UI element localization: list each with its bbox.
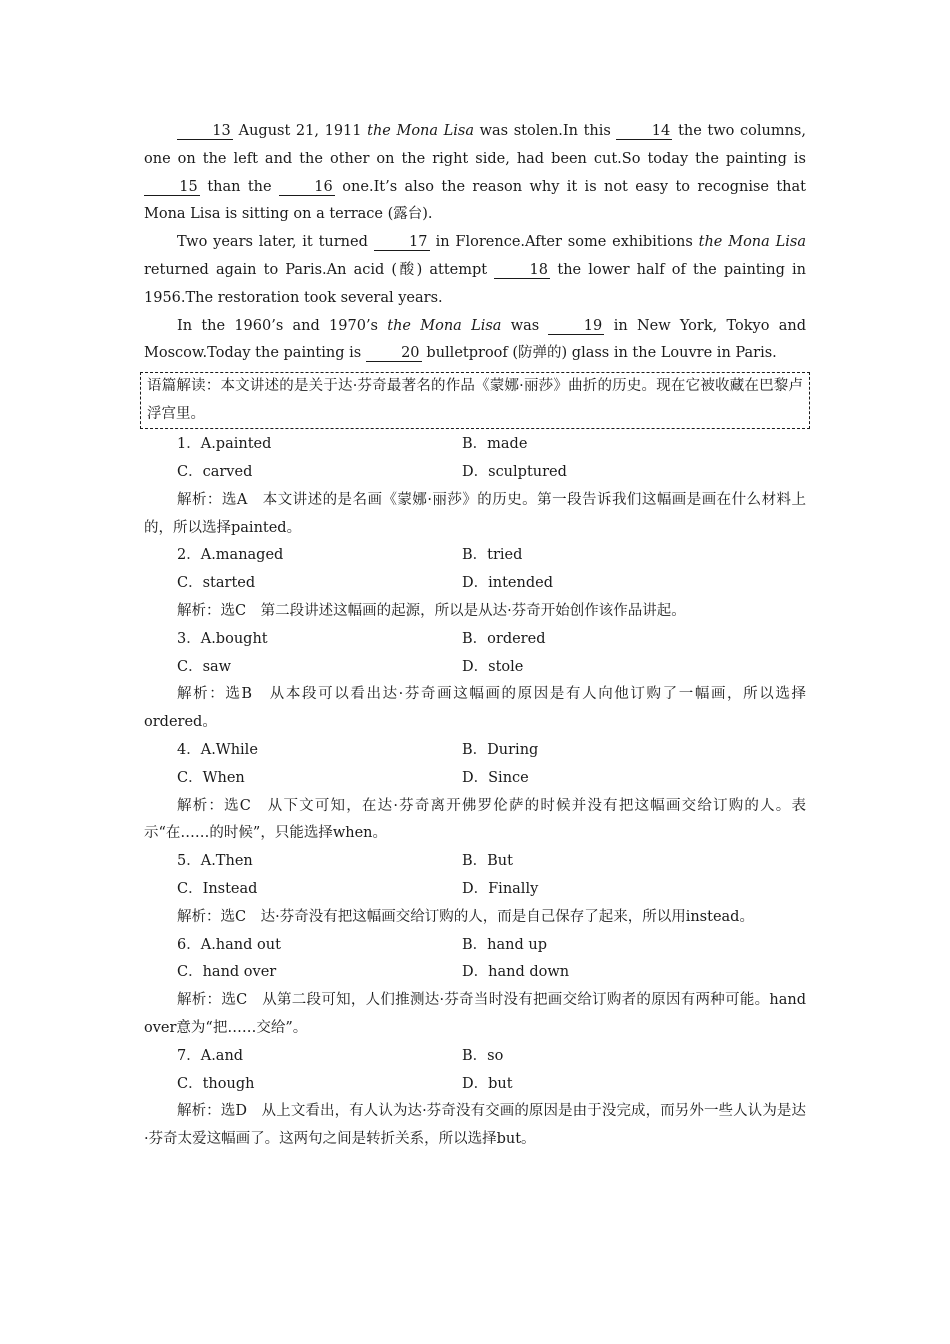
blank-19[interactable]: 19	[548, 318, 604, 335]
blank-20[interactable]: 20	[366, 345, 422, 362]
option-d[interactable]: D．stole	[462, 658, 524, 675]
option-row	[144, 876, 806, 904]
question-item	[144, 542, 806, 625]
option-row	[144, 1043, 806, 1071]
option-row	[144, 654, 806, 682]
document-page	[144, 118, 806, 1154]
option-c[interactable]: C．started	[177, 575, 256, 592]
passage-text: in Florence.After some exhibitions	[429, 234, 699, 251]
italic-title: the Mona Lisa	[698, 234, 806, 251]
question-item	[144, 848, 806, 931]
question-item	[144, 1043, 806, 1154]
option-d[interactable]: D．Finally	[462, 880, 539, 897]
option-row	[144, 1071, 806, 1099]
passage-text: was stolen.In this	[474, 123, 617, 139]
passage-paragraph-1	[144, 118, 806, 229]
passage-text: Two years later, it turned	[177, 234, 374, 251]
blank-13[interactable]: 13	[177, 123, 233, 140]
option-row	[144, 765, 806, 793]
option-row	[144, 932, 806, 960]
analysis-text: 解析：选C 从下文可知，在达·芬奇离开佛罗伦萨的时候并没有把这幅画交给订购的人。表示“在……的时候”，只能选择when。	[144, 797, 806, 842]
option-d[interactable]: D．but	[462, 1075, 513, 1092]
option-row	[144, 431, 806, 459]
analysis-text: 解析：选C 第二段讲述这幅画的起源，所以是从达·芬奇开始创作该作品讲起。	[177, 602, 686, 619]
analysis-text: 解析：选A 本文讲述的是名画《蒙娜·丽莎》的历史。第一段告诉我们这幅画是画在什么材料上的，所以选择painted。	[144, 491, 806, 536]
question-item	[144, 932, 806, 1043]
passage-text: in New York, Tokyo and Moscow.Today the painting is	[144, 317, 806, 362]
passage-text: In the 1960’s and 1970’s	[177, 317, 388, 334]
analysis-text: 解析：选C 从第二段可知，人们推测达·芬奇当时没有把画交给订购者的原因有两种可能。hand over意为“把……交给”。	[144, 992, 806, 1036]
italic-title: the Mona Lisa	[387, 317, 502, 334]
option-d[interactable]: D．hand down	[462, 964, 570, 981]
question-item	[144, 626, 806, 737]
passage-text: returned again to Paris.An acid (酸) attempt	[144, 261, 495, 278]
option-row	[144, 737, 806, 765]
blank-17[interactable]: 17	[374, 234, 430, 251]
option-row	[144, 542, 806, 570]
option-row	[144, 626, 806, 654]
analysis-text: 解析：选C 达·芬奇没有把这幅画交给订购的人，而是自己保存了起来，所以用instead。	[177, 908, 754, 925]
blank-16[interactable]: 16	[279, 179, 335, 196]
passage-text: the lower half of the painting in 1956.The restoration took several years.	[144, 261, 806, 306]
passage-text: the two columns, one on the left and the other on the right side, had been cut.So today the painting is	[144, 123, 806, 167]
option-b[interactable]: B．so	[462, 1047, 504, 1064]
option-d[interactable]: D．sculptured	[462, 463, 567, 480]
option-c[interactable]: C．carved	[177, 463, 253, 480]
question-list	[144, 431, 806, 1154]
passage-paragraph-3	[144, 313, 806, 369]
passage-text: was	[501, 317, 549, 334]
option-a[interactable]: 6．A.hand out	[177, 936, 281, 953]
option-b[interactable]: B．hand up	[462, 936, 547, 953]
option-row	[144, 959, 806, 987]
question-item	[144, 431, 806, 542]
passage-text: August 21, 1911	[233, 123, 368, 139]
option-b[interactable]: B．made	[462, 436, 528, 453]
blank-15[interactable]: 15	[144, 179, 200, 196]
reading-note-box	[140, 372, 810, 429]
option-b[interactable]: B．ordered	[462, 630, 546, 647]
option-a[interactable]: 7．A.and	[177, 1047, 244, 1064]
option-c[interactable]: C．hand over	[177, 964, 277, 981]
reading-note: 语篇解读：本文讲述的是关于达·芬奇最著名的作品《蒙娜·丽莎》曲折的历史。现在它被收藏在巴黎卢浮宫里。	[147, 378, 803, 422]
option-row	[144, 570, 806, 598]
blank-18[interactable]: 18	[494, 262, 550, 279]
passage-text: one.It’s also the reason why it is not easy to recognise that Mona Lisa is sitting on a terrace (露台).	[144, 178, 806, 223]
option-a[interactable]: 3．A.bought	[177, 630, 268, 647]
option-a[interactable]: 4．A.While	[177, 741, 258, 758]
option-row	[144, 848, 806, 876]
option-a[interactable]: 5．A.Then	[177, 853, 253, 870]
option-c[interactable]: C．Instead	[177, 880, 258, 897]
passage-text: bulletproof (防弹的) glass in the Louvre in Paris.	[421, 345, 777, 362]
option-b[interactable]: B．tried	[462, 547, 523, 564]
passage-text: than the	[200, 178, 279, 195]
option-a[interactable]: 2．A.managed	[177, 547, 284, 564]
passage-paragraph-2	[144, 229, 806, 312]
option-d[interactable]: D．intended	[462, 575, 553, 592]
analysis-text: 解析：选B 从本段可以看出达·芬奇画这幅画的原因是有人向他订购了一幅画，所以选择ordered。	[144, 686, 806, 731]
option-b[interactable]: B．During	[462, 741, 539, 758]
option-d[interactable]: D．Since	[462, 769, 529, 786]
option-b[interactable]: B．But	[462, 853, 513, 870]
option-c[interactable]: C．saw	[177, 658, 232, 675]
blank-14[interactable]: 14	[616, 123, 672, 140]
option-c[interactable]: C．though	[177, 1075, 255, 1092]
option-a[interactable]: 1．A.painted	[177, 436, 272, 453]
question-item	[144, 737, 806, 848]
italic-title: the Mona Lisa	[367, 123, 475, 139]
option-row	[144, 459, 806, 487]
analysis-text: 解析：选D 从上文看出，有人认为达·芬奇没有交画的原因是由于没完成，而另外一些人认为是达·芬奇太爱这幅画了。这两句之间是转折关系，所以选择but。	[144, 1103, 806, 1148]
option-c[interactable]: C．When	[177, 769, 245, 786]
